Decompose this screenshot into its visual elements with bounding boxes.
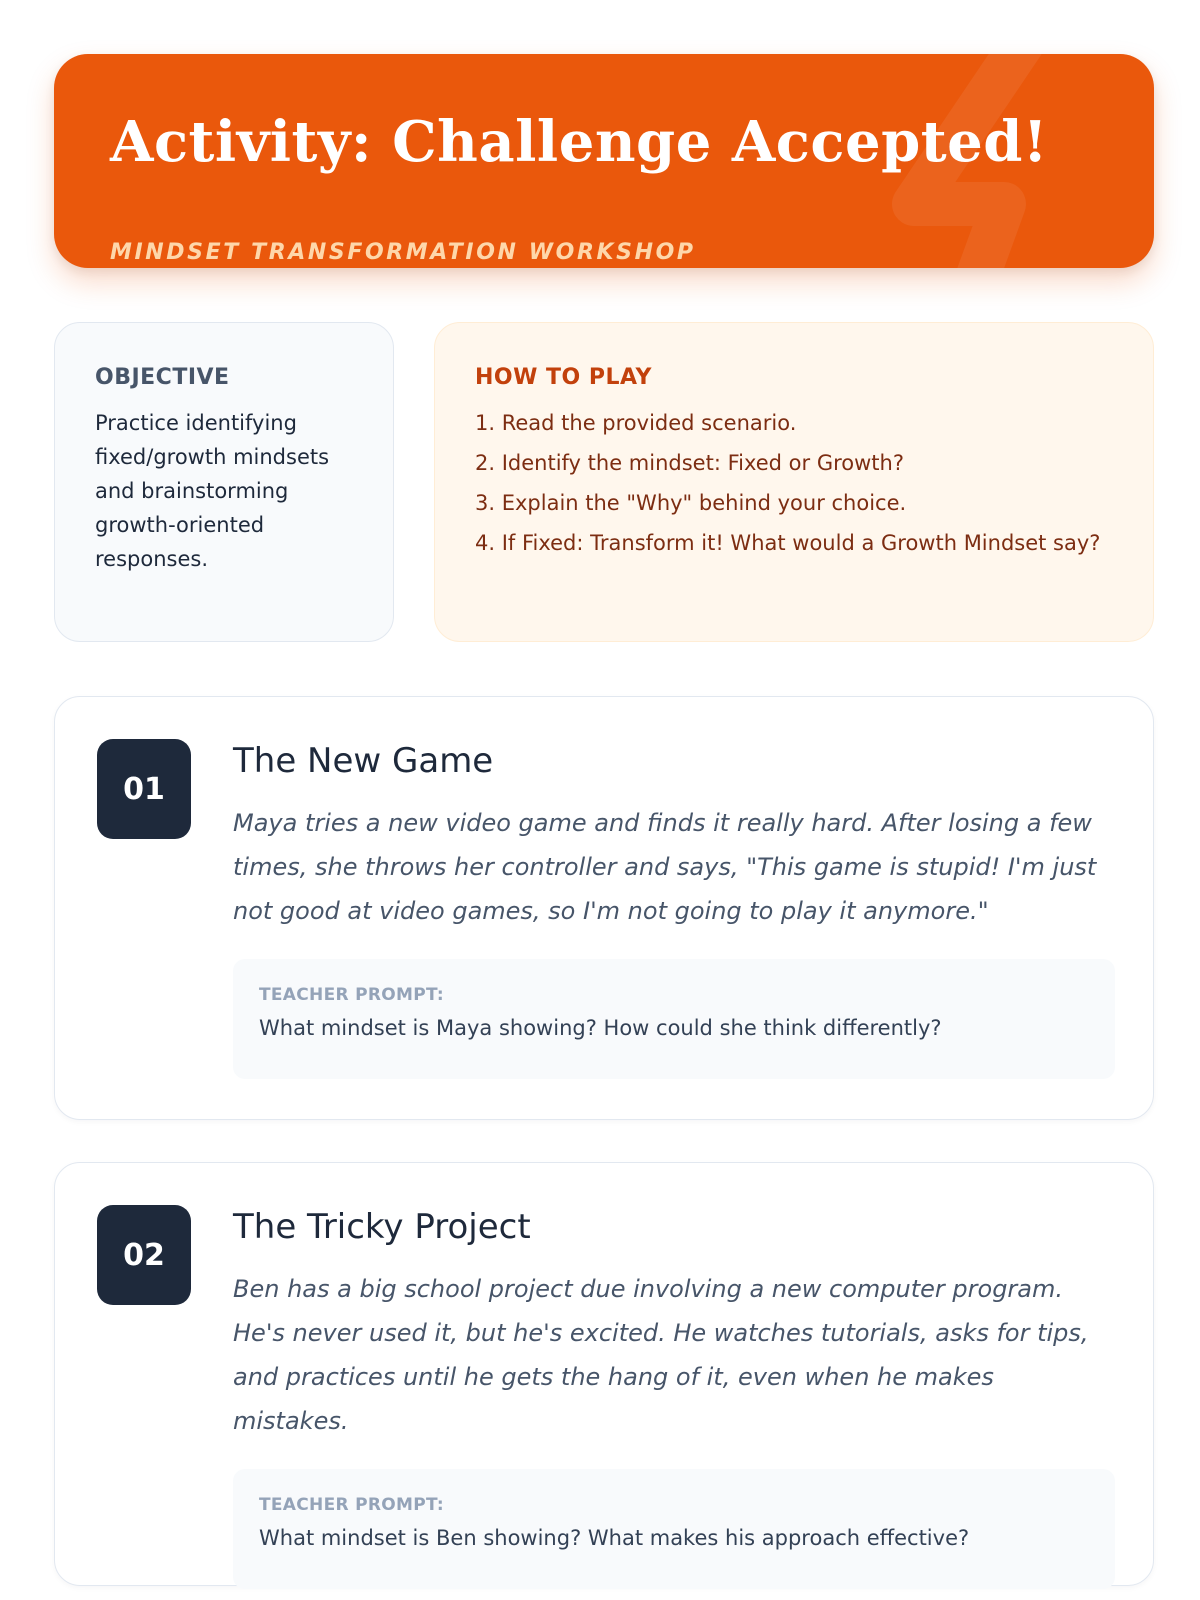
scenario-title: The New Game <box>233 741 494 781</box>
teacher-prompt-label: TEACHER PROMPT: <box>259 1495 445 1515</box>
scenario-title: The Tricky Project <box>233 1207 531 1247</box>
teacher-prompt-label: TEACHER PROMPT: <box>259 985 445 1005</box>
how-to-play-step: 2. Identify the mindset: Fixed or Growth? <box>475 451 904 475</box>
scenario-text: Maya tries a new video game and finds it really hard. After losing a few times, she throws her controller and says, "This game is stupid! I'm just not good at video games, so I'm not going to play it anymore." <box>233 809 1097 925</box>
how-to-play-title: HOW TO PLAY <box>475 365 652 390</box>
objective-title: OBJECTIVE <box>95 365 230 390</box>
page-subtitle: MINDSET TRANSFORMATION WORKSHOP <box>110 240 696 265</box>
scenario-body <box>233 739 1115 1079</box>
teacher-prompt-box <box>233 959 1115 1079</box>
how-to-play-step: 4. If Fixed: Transform it! What would a Growth Mindset say? <box>475 531 1101 555</box>
how-to-play-steps <box>475 406 1113 560</box>
teacher-prompt-text: What mindset is Maya showing? How could she think differently? <box>259 1016 942 1040</box>
scenario-body <box>233 1205 1115 1589</box>
scenario-number-badge: 01 <box>97 739 191 839</box>
how-to-play-step: 1. Read the provided scenario. <box>475 411 797 435</box>
scenario-number-badge: 02 <box>97 1205 191 1305</box>
how-to-play-step: 3. Explain the "Why" behind your choice. <box>475 491 907 515</box>
scenario-card <box>54 696 1154 1120</box>
page-title: Activity: Challenge Accepted! <box>110 109 1048 175</box>
teacher-prompt-box <box>233 1469 1115 1589</box>
how-to-play-box <box>434 322 1154 642</box>
objective-box <box>54 322 394 642</box>
scenario-text: Ben has a big school project due involving a new computer program. He's never used it, but he's excited. He watches tutorials, asks for tips, and practices until he gets the hang of it, even when he makes mistakes. <box>233 1275 1089 1435</box>
scenario-card <box>54 1162 1154 1586</box>
objective-text: Practice identifying fixed/growth mindsets and brainstorming growth-oriented responses. <box>95 411 330 571</box>
teacher-prompt-text: What mindset is Ben showing? What makes his approach effective? <box>259 1526 970 1550</box>
activity-header <box>54 54 1154 268</box>
